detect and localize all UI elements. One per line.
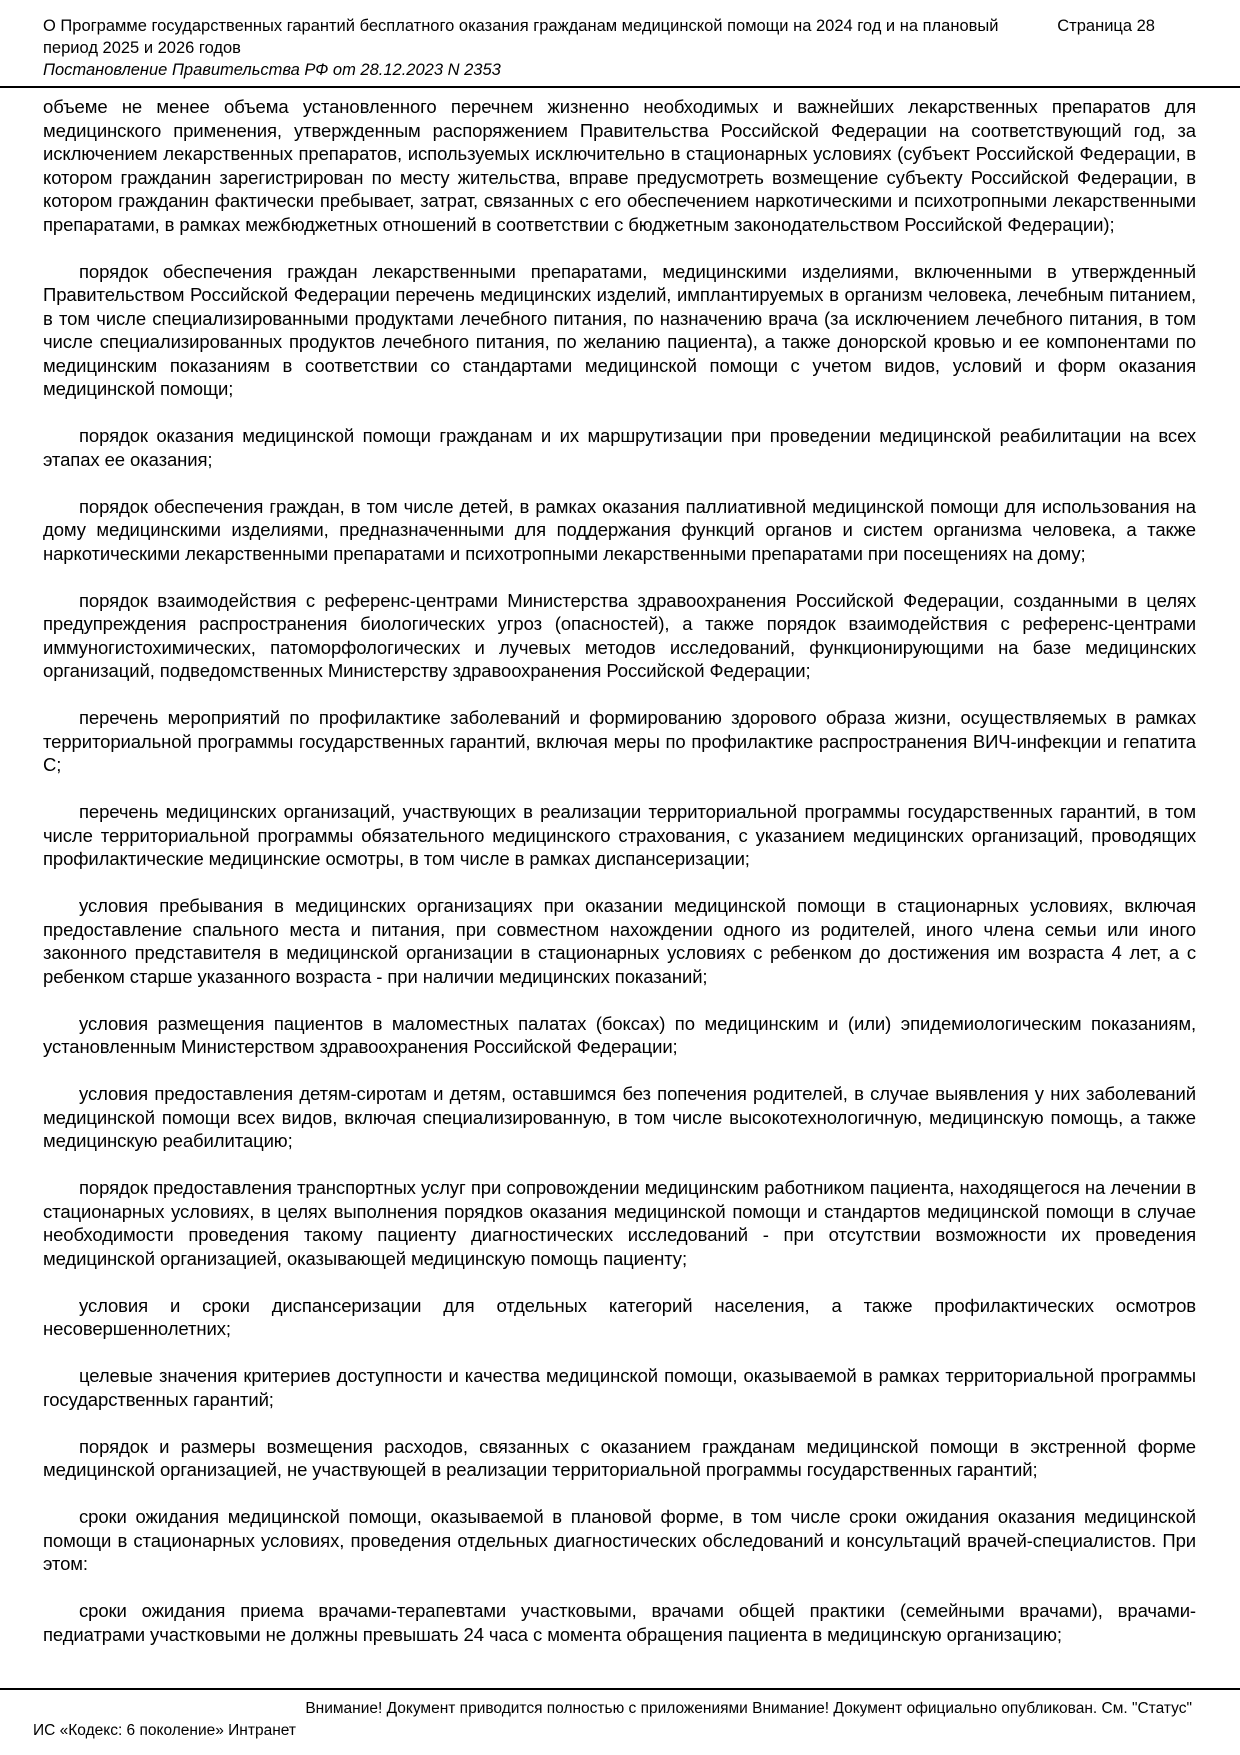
document-subtitle: Постановление Правительства РФ от 28.12.2023 N 2353 (43, 61, 501, 79)
body-paragraph: порядок взаимодействия с референс-центрами Министерства здравоохранения Российской Федерации, созданными в целях предупреждения распространения биологических угроз (опасностей), а также порядок взаимодействия с референс-центрами иммуногистохимических, патоморфологических и лучевых методов исследований, функционирующими на базе медицинских организаций, подведомственных Министерству здравоохранения Российской Федерации; (43, 589, 1196, 681)
page-number-label: Страница 28 (1057, 17, 1155, 35)
body-paragraph: порядок обеспечения граждан, в том числе детей, в рамках оказания паллиативной медицинской помощи для использования на дому медицинскими изделиями, предназначенными для поддержания функций органов и систем организма человека, а также наркотическими лекарственными препаратами и психотропными лекарственными препаратами при посещениях на дому; (43, 495, 1196, 564)
body-paragraph: перечень медицинских организаций, участвующих в реализации территориальной программы государственных гарантий, в том числе территориальной программы обязательного медицинского страхования, с указанием медицинских организаций, проводящих профилактические медицинские осмотры, в том числе в рамках диспансеризации; (43, 801, 1196, 869)
footer-source: ИС «Кодекс: 6 поколение» Интранет (33, 1722, 296, 1739)
body-paragraph: сроки ожидания медицинской помощи, оказываемой в плановой форме, в том числе сроки ожидания оказания медицинской помощи в стационарных условиях, проведения отдельных диагностических обследований и консультаций врачей-специалистов. При этом: (43, 1506, 1196, 1574)
body-paragraph: условия размещения пациентов в маломестных палатах (боксах) по медицинским и (или) эпидемиологическим показаниям, установленным Министерством здравоохранения Российской Федерации; (43, 1012, 1196, 1057)
body-paragraph: порядок оказания медицинской помощи гражданам и их маршрутизации при проведении медицинской реабилитации на всех этапах ее оказания; (43, 425, 1196, 470)
footer-notice: Внимание! Документ приводится полностью с приложениями Внимание! Документ официально опубликован. См. "Статус" (305, 1700, 1192, 1717)
body-paragraph: условия предоставления детям-сиротам и детям, оставшимся без попечения родителей, в случае выявления у них заболеваний медицинской помощи всех видов, включая специализированную, в том числе высокотехнологичную, медицинскую помощь, а также медицинскую реабилитацию; (43, 1083, 1196, 1151)
document-title: О Программе государственных гарантий бесплатного оказания гражданам медицинской помощи на 2024 год и на плановый период 2025 и 2026 годов (43, 17, 999, 57)
body-paragraph: условия пребывания в медицинских организациях при оказании медицинской помощи в стационарных условиях, включая предоставление спального места и питания, при совместном нахождении одного из родителей, иного члена семьи или иного законного представителя в медицинской организации в стационарных условиях с ребенком до достижения им возраста 4 лет, а с ребенком старше указанного возраста - при наличии медицинских показаний; (43, 895, 1196, 987)
document-footer (0, 1688, 1240, 1741)
document-body (0, 88, 1240, 1686)
body-paragraph: порядок обеспечения граждан лекарственными препаратами, медицинскими изделиями, включенными в утвержденный Правительством Российской Федерации перечень медицинских изделий, имплантируемых в организм человека, лечебным питанием, в том числе специализированными продуктами лечебного питания, по назначению врача (за исключением лечебного питания, в том числе специализированных продуктов лечебного питания, по желанию пациента), а также донорской кровью и ее компонентами по медицинским показаниям в соответствии со стандартами медицинской помощи с учетом видов, условий и форм оказания медицинской помощи; (43, 260, 1196, 399)
body-paragraph: перечень мероприятий по профилактике заболеваний и формированию здорового образа жизни, осуществляемых в рамках территориальной программы государственных гарантий, включая меры по профилактике распространения ВИЧ-инфекции и гепатита C; (43, 707, 1196, 775)
body-paragraph: объеме не менее объема установленного перечнем жизненно необходимых и важнейших лекарственных препаратов для медицинского применения, утвержденным распоряжением Правительства Российской Федерации на соответствующий год, за исключением лекарственных препаратов, используемых исключительно в стационарных условиях (субъект Российской Федерации, в котором гражданин зарегистрирован по месту жительства, вправе предусмотреть возмещение субъекту Российской Федерации, в котором гражданин фактически пребывает, затрат, связанных с его обеспечением наркотическими и психотропными лекарственными препаратами, в рамках межбюджетных отношений в соответствии с бюджетным законодательством Российской Федерации); (43, 96, 1196, 235)
body-paragraph: целевые значения критериев доступности и качества медицинской помощи, оказываемой в рамках территориальной программы государственных гарантий; (43, 1365, 1196, 1410)
body-paragraph: условия и сроки диспансеризации для отдельных категорий населения, а также профилактических осмотров несовершеннолетних; (43, 1294, 1196, 1339)
document-header (0, 0, 1240, 88)
body-paragraph: порядок предоставления транспортных услуг при сопровождении медицинским работником пациента, находящегося на лечении в стационарных условиях, в целях выполнения порядков оказания медицинской помощи и стандартов медицинской помощи в случае необходимости проведения такому пациенту диагностических исследований - при отсутствии возможности их проведения медицинской организацией, оказывающей медицинскую помощь пациенту; (43, 1177, 1196, 1269)
body-paragraph: сроки ожидания приема врачами-терапевтами участковыми, врачами общей практики (семейными врачами), врачами-педиатрами участковыми не должны превышать 24 часа с момента обращения пациента в медицинскую организацию; (43, 1600, 1196, 1645)
body-paragraph: порядок и размеры возмещения расходов, связанных с оказанием гражданам медицинской помощи в экстренной форме медицинской организацией, не участвующей в реализации территориальной программы государственных гарантий; (43, 1435, 1196, 1480)
